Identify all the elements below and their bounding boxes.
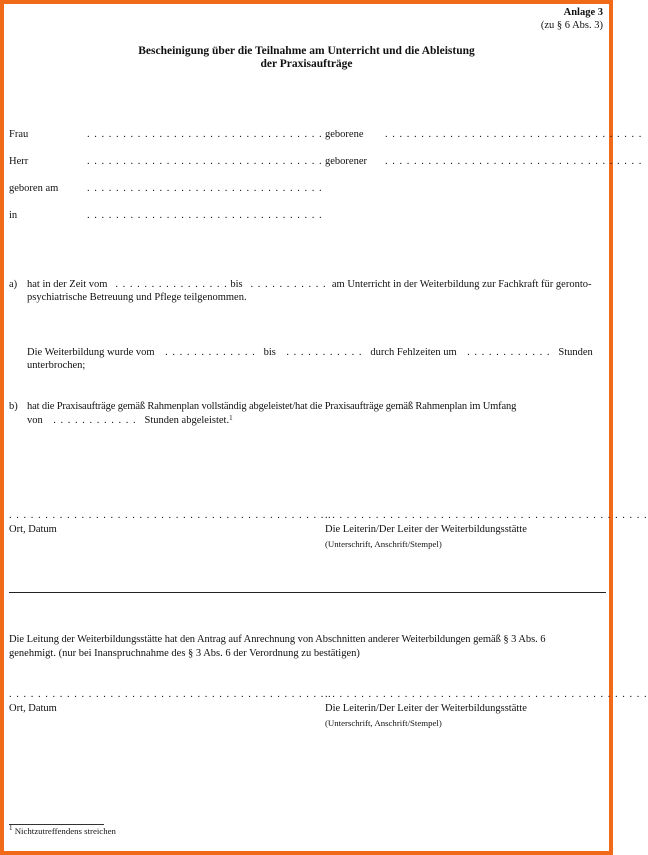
field-interruption-from[interactable]: . . . . . . . . . . . . . [165, 347, 256, 358]
signature1-unterschrift-hint: (Unterschrift, Anschrift/Stempel) [325, 539, 442, 549]
footnote-text: Nichtzutreffendens streichen [14, 826, 116, 836]
footnote-reference: 1 [229, 414, 233, 422]
field-interruption-to[interactable]: . . . . . . . . . . . [286, 347, 363, 358]
field-absence-hours[interactable]: . . . . . . . . . . . . [467, 347, 551, 358]
section-b-text-end: Stunden abgeleistet. [144, 415, 230, 426]
field-geborene[interactable]: . . . . . . . . . . . . . . . . . . . . . . . . . . . . . . . . . . . . [385, 129, 643, 140]
document-title-line2: der Praxisaufträge [260, 58, 353, 70]
field-period-to[interactable]: . . . . . . . . . . . [250, 279, 327, 290]
approval-line1: Die Leitung der Weiterbildungsstätte hat den Antrag auf Anrechnung von Abschnitten anderer Weiterbildungen gemäß § 3 Abs. 6 [9, 634, 546, 645]
signature1-ort-datum: Ort, Datum [9, 524, 57, 535]
interruption-text-mid: durch Fehlzeiten um [370, 347, 457, 358]
paragraph-reference: (zu § 6 Abs. 3) [540, 20, 603, 31]
signature1-leiterin: Die Leiterin/Der Leiter der Weiterbildungsstätte [325, 524, 527, 535]
signature2-leiterin: Die Leiterin/Der Leiter der Weiterbildungsstätte [325, 703, 527, 714]
footnote-mark: 1 [9, 824, 13, 832]
label-geboren-am: geboren am [9, 183, 59, 194]
interruption-text-start: Die Weiterbildung wurde vom [27, 347, 155, 358]
section-a-line1 [27, 278, 592, 291]
interruption-line2: unterbrochen; [27, 360, 86, 371]
field-period-from[interactable]: . . . . . . . . . . . . . . . . [115, 279, 228, 290]
label-frau: Frau [9, 129, 29, 140]
section-b-line1: hat die Praxisaufträge gemäß Rahmenplan vollständig abgeleistet/hat die Praxisaufträge gemäß Rahmenplan im Umfang [27, 401, 517, 412]
document-title-line1: Bescheinigung über die Teilnahme am Unterricht und die Ableistung [138, 45, 475, 57]
interruption-line1 [27, 346, 593, 359]
section-a-text-end: am Unterricht in der Weiterbildung zur Fachkraft für geronto- [331, 279, 592, 290]
section-b-von: von [27, 415, 43, 426]
footnote-rule [9, 824, 104, 825]
field-frau-name[interactable]: . . . . . . . . . . . . . . . . . . . . . . . . . . . . . . . . . [87, 129, 323, 140]
section-a-marker: a) [9, 279, 18, 290]
label-geborene: geborene [325, 129, 364, 140]
signature2-signature-line[interactable]: . . . . . . . . . . . . . . . . . . . . . . . . . . . . . . . . . . . . . . . . . . . . . [325, 689, 648, 700]
approval-line2: genehmigt. (nur bei Inanspruchnahme des § 3 Abs. 6 der Verordnung zu bestätigen) [9, 648, 360, 659]
signature1-signature-line[interactable]: . . . . . . . . . . . . . . . . . . . . . . . . . . . . . . . . . . . . . . . . . . . . . [325, 510, 648, 521]
field-herr-name[interactable]: . . . . . . . . . . . . . . . . . . . . . . . . . . . . . . . . . [87, 156, 323, 167]
field-birthplace[interactable]: . . . . . . . . . . . . . . . . . . . . . . . . . . . . . . . . . [87, 210, 323, 221]
section-b-line2 [27, 414, 233, 427]
section-divider [9, 592, 606, 593]
anlage-label: Anlage 3 [563, 7, 603, 18]
footnote [9, 826, 116, 836]
interruption-stunden: Stunden [558, 347, 593, 358]
section-b-marker: b) [9, 401, 18, 412]
interruption-bis: bis [263, 347, 276, 358]
label-geborener: geborener [325, 156, 367, 167]
field-geboren-am[interactable]: . . . . . . . . . . . . . . . . . . . . . . . . . . . . . . . . . [87, 183, 323, 194]
section-a-bis: bis [230, 279, 243, 290]
signature1-place-date-line[interactable]: . . . . . . . . . . . . . . . . . . . . . . . . . . . . . . . . . . . . . . . . . . . . . [9, 510, 332, 521]
section-a-text-start: hat in der Zeit vom [27, 279, 108, 290]
signature2-ort-datum: Ort, Datum [9, 703, 57, 714]
field-geborener[interactable]: . . . . . . . . . . . . . . . . . . . . . . . . . . . . . . . . . . . . [385, 156, 643, 167]
section-a-line2: psychiatrische Betreuung und Pflege teilgenommen. [27, 292, 247, 303]
label-in: in [9, 210, 18, 221]
signature2-place-date-line[interactable]: . . . . . . . . . . . . . . . . . . . . . . . . . . . . . . . . . . . . . . . . . . . . . [9, 689, 332, 700]
field-practice-hours[interactable]: . . . . . . . . . . . . [53, 415, 137, 426]
label-herr: Herr [9, 156, 29, 167]
signature2-unterschrift-hint: (Unterschrift, Anschrift/Stempel) [325, 718, 442, 728]
